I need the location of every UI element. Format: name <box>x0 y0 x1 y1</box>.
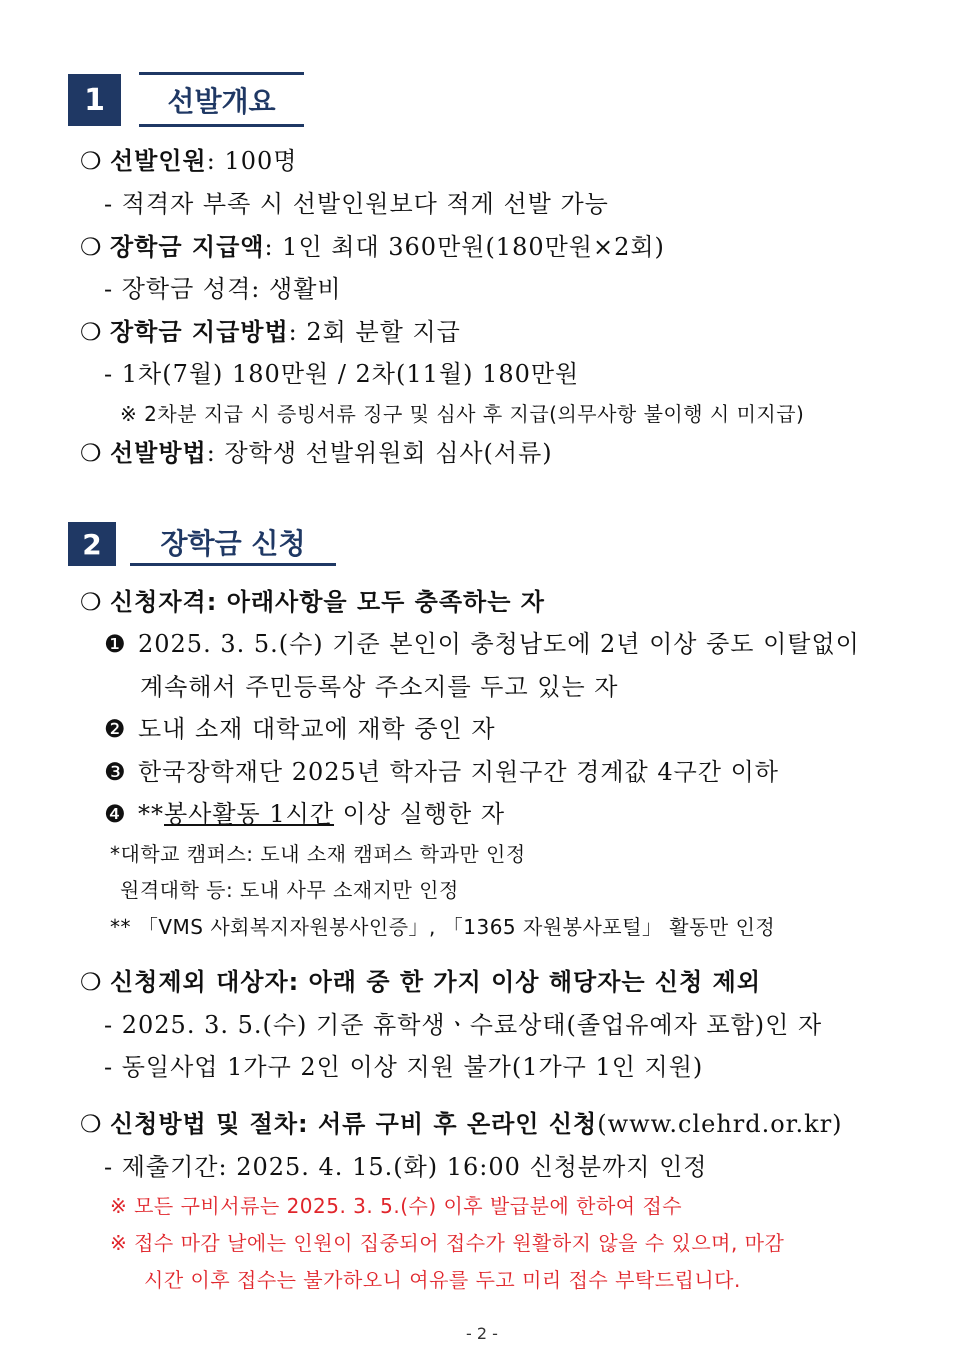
item-selection-method: ❍ 선발방법: 장학생 선발위원회 심사(서류) <box>80 438 553 467</box>
number-1-icon: ❶ <box>104 630 127 658</box>
exclusion-item-1: - 2025. 3. 5.(수) 기준 휴학생ㆍ수료상태(졸업유예자 포함)인 자 <box>104 1011 823 1039</box>
payment-note: ※ 2차분 지급 시 증빙서류 징구 및 심사 후 지급(의무사항 불이행 시 미지급) <box>120 402 805 426</box>
circle-bullet-icon: ❍ <box>80 439 103 467</box>
section-2-number: 2 <box>68 522 116 566</box>
circle-bullet-icon: ❍ <box>80 233 103 261</box>
eligibility-note-2: 원격대학 등: 도내 사무 소재지만 인정 <box>120 878 459 902</box>
sub-item: - 장학금 성격: 생활비 <box>104 275 342 303</box>
circle-bullet-icon: ❍ <box>80 1110 103 1138</box>
eligibility-item-4: ❹ **봉사활동 1시간 이상 실행한 자 <box>104 800 506 828</box>
section-1-title: 선발개요 <box>139 72 304 127</box>
item-selection-count: ❍ 선발인원: 100명 <box>80 146 298 175</box>
submission-period: - 제출기간: 2025. 4. 15.(화) 16:00 신청분까지 인정 <box>104 1153 708 1181</box>
number-2-icon: ❷ <box>104 715 127 743</box>
method-heading: ❍ 신청방법 및 절차: 서류 구비 후 온라인 신청(www.clehrd.or.kr) <box>80 1110 843 1138</box>
circle-bullet-icon: ❍ <box>80 968 103 996</box>
section-2-title: 장학금 신청 <box>130 520 336 566</box>
circle-bullet-icon: ❍ <box>80 588 103 616</box>
number-3-icon: ❸ <box>104 758 127 786</box>
number-4-icon: ❹ <box>104 800 127 828</box>
eligibility-item-1: ❶ 2025. 3. 5.(수) 기준 본인이 충청남도에 2년 이상 중도 이탈없이 <box>104 630 860 658</box>
circle-bullet-icon: ❍ <box>80 318 103 346</box>
item-scholarship-amount: ❍ 장학금 지급액: 1인 최대 360만원(180만원×2회) <box>80 232 665 261</box>
eligibility-item-3: ❸ 한국장학재단 2025년 학자금 지원구간 경계값 4구간 이하 <box>104 758 779 786</box>
red-note-1: ※ 모든 구비서류는 2025. 3. 5.(수) 이후 발급분에 한하여 접수 <box>110 1194 683 1218</box>
eligibility-note-1: *대학교 캠퍼스: 도내 소재 캠퍼스 학과만 인정 <box>110 842 526 866</box>
sub-item: - 적격자 부족 시 선발인원보다 적게 선발 가능 <box>104 190 609 218</box>
section-1-number: 1 <box>68 74 121 126</box>
exclusion-item-2: - 동일사업 1가구 2인 이상 지원 불가(1가구 1인 지원) <box>104 1053 704 1081</box>
red-note-3: 시간 이후 접수는 불가하오니 여유를 두고 미리 접수 부탁드립니다. <box>144 1268 741 1292</box>
eligibility-item-1-cont: 계속해서 주민등록상 주소지를 두고 있는 자 <box>140 673 619 701</box>
sub-item: - 1차(7월) 180만원 / 2차(11월) 180만원 <box>104 360 580 388</box>
application-url: (www.clehrd.or.kr) <box>597 1110 843 1138</box>
eligibility-heading: ❍ 신청자격: 아래사항을 모두 충족하는 자 <box>80 588 545 616</box>
red-note-2: ※ 접수 마감 날에는 인원이 집중되어 접수가 원활하지 않을 수 있으며, 마감 <box>110 1231 785 1255</box>
eligibility-item-2: ❷ 도내 소재 대학교에 재학 중인 자 <box>104 715 496 743</box>
circle-bullet-icon: ❍ <box>80 147 103 175</box>
exclusion-heading: ❍ 신청제외 대상자: 아래 중 한 가지 이상 해당자는 신청 제외 <box>80 968 762 996</box>
page-number: - 2 - <box>466 1324 498 1343</box>
item-payment-method: ❍ 장학금 지급방법: 2회 분할 지급 <box>80 317 461 346</box>
eligibility-note-3: ** 「VMS 사회복지자원봉사인증」, 「1365 자원봉사포털」 활동만 인정 <box>110 915 776 939</box>
